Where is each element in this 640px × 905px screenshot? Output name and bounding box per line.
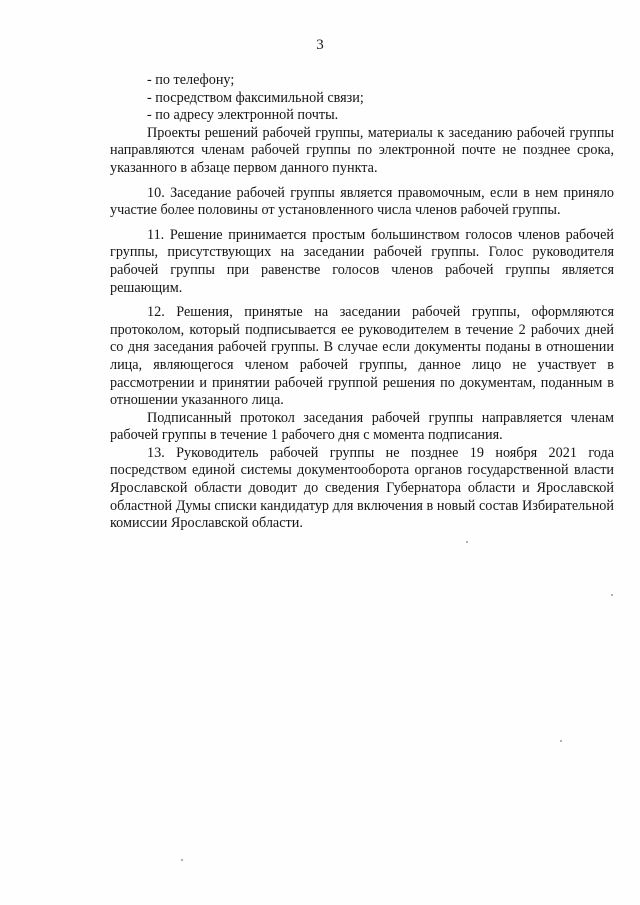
page-number: 3 <box>316 37 324 53</box>
paragraph-10: 10. Заседание рабочей группы является правомочным, если в нем приняло участие более половины от установленного числа членов рабочей группы. <box>110 184 614 219</box>
document-body <box>110 72 614 533</box>
paragraph-12: 12. Решения, принятые на заседании рабочей группы, оформляются протоколом, который подписывается ее руководителем в течение 2 рабочих дней со дня заседания рабочей группы. В случае если документы поданы в отношении лица, являющегося членом рабочей группы, данное лицо не участвует в рассмотрении и принятии рабочей группой решения по документам, поданным в отношении указанного лица. <box>110 304 614 409</box>
list-item-phone: - по телефону; <box>147 72 235 88</box>
paragraph-13: 13. Руководитель рабочей группы не позднее 19 ноября 2021 года посредством единой системы документооборота органов государственной власти Ярославской области доводит до сведения Губернатора области и Ярославской областной Думы списки кандидатур для включения в новый состав Избирательной комиссии Ярославской области. <box>110 444 614 532</box>
list-item-fax: - посредством факсимильной связи; <box>147 89 364 106</box>
scan-speck <box>560 740 562 742</box>
paragraph-11: 11. Решение принимается простым большинством голосов членов рабочей группы, присутствующих на заседании рабочей группы. Голос руководителя рабочей группы при равенстве голосов членов рабочей группы является решающим. <box>110 226 614 296</box>
scan-speck <box>466 541 468 543</box>
list-item-email: - по адресу электронной почты. <box>147 107 339 124</box>
scan-speck <box>181 859 183 861</box>
paragraph-protocol: Подписанный протокол заседания рабочей группы направляется членам рабочей группы в течение 1 рабочего дня с момента подписания. <box>110 409 614 444</box>
paragraph-projects: Проекты решений рабочей группы, материалы к заседанию рабочей группы направляются членам рабочей группы по электронной почте не позднее срока, указанного в абзаце первом данного пункта. <box>110 124 614 176</box>
scan-speck <box>611 594 613 596</box>
